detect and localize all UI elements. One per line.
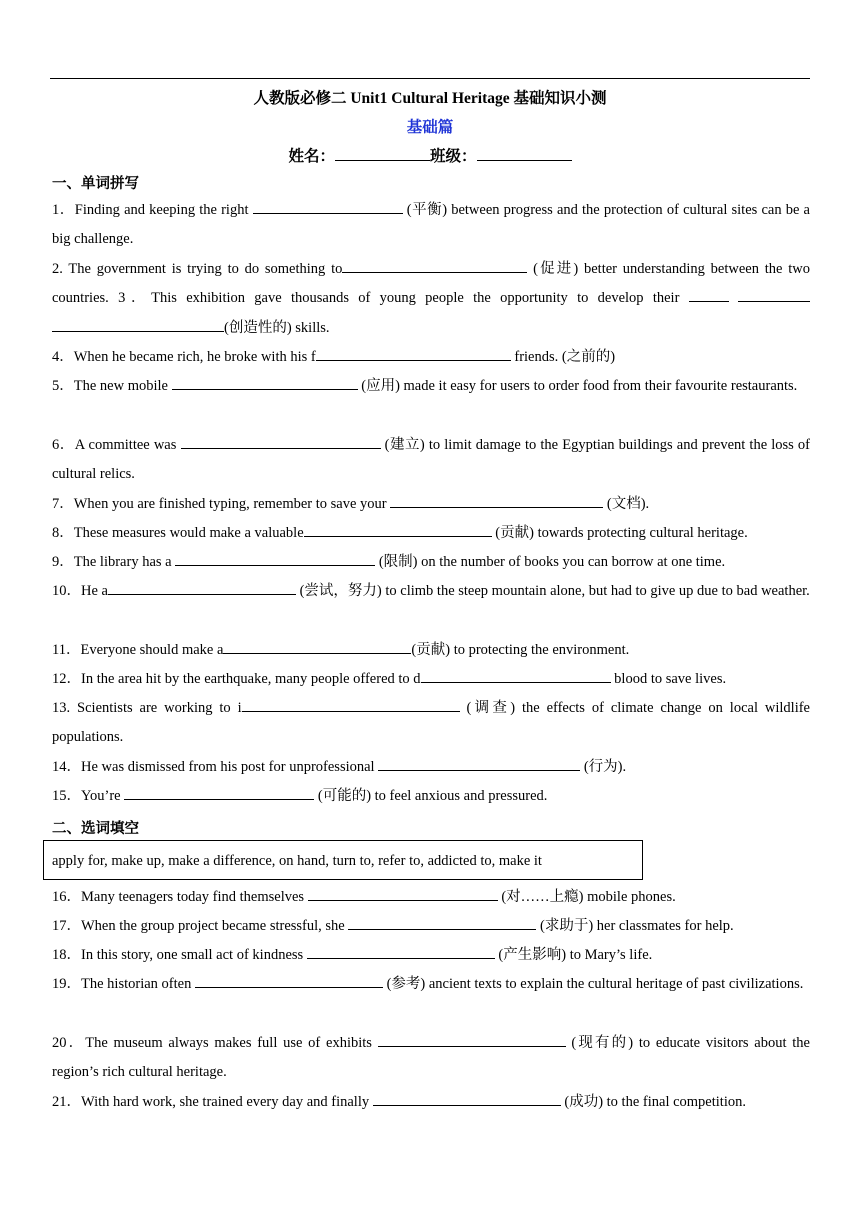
answer-blank-20[interactable] <box>378 1032 566 1047</box>
question-20: 20．The museum always makes full use of exhibits (现有的) to educate visitors about the region’s rich cultural heritage. <box>52 1029 810 1088</box>
question-5: 5．The new mobile (应用) made it easy for users to order food from their favourite restaurants. <box>52 372 810 401</box>
word-bank-box: apply for, make up, make a difference, on hand, turn to, refer to, addicted to, make it <box>43 840 643 880</box>
answer-blank-7[interactable] <box>390 493 603 508</box>
question-16: 16．Many teenagers today find themselves (对……上瘾) mobile phones. <box>52 883 810 912</box>
question-18: 18．In this story, one small act of kindness (产生影响) to Mary’s life. <box>52 941 810 970</box>
question-19: 19．The historian often (参考) ancient texts to explain the cultural heritage of past civilizations. <box>52 970 810 999</box>
answer-blank-9[interactable] <box>175 551 375 566</box>
answer-blank-10[interactable] <box>108 580 296 595</box>
section-heading-spelling: 一、单词拼写 <box>52 176 139 192</box>
answer-blank-14[interactable] <box>378 756 580 771</box>
name-label: 姓名： <box>288 148 335 165</box>
answer-blank-21[interactable] <box>373 1091 561 1106</box>
answer-blank-3a[interactable] <box>689 287 729 302</box>
header-rule <box>50 78 810 79</box>
question-7: 7．When you are finished typing, remember to save your (文档). <box>52 490 810 519</box>
answer-blank-12[interactable] <box>421 668 611 683</box>
question-8: 8．These measures would make a valuable (贡献) towards protecting cultural heritage. <box>52 519 810 548</box>
answer-blank-6[interactable] <box>181 434 381 449</box>
question-12: 12．In the area hit by the earthquake, many people offered to d blood to save lives. <box>52 665 810 694</box>
answer-blank-8[interactable] <box>304 522 492 537</box>
answer-blank-11[interactable] <box>223 639 411 654</box>
question-11: 11．Everyone should make a (贡献) to protecting the environment. <box>52 636 810 665</box>
question-4: 4．When he became rich, he broke with his f friends. (之前的) <box>52 343 810 372</box>
question-10: 10．He a (尝试，努力) to climb the steep mountain alone, but had to give up due to bad weather. <box>52 577 810 606</box>
question-15: 15．You’re (可能的) to feel anxious and pressured. <box>52 782 810 811</box>
answer-blank-15[interactable] <box>124 785 314 800</box>
question-1: 1．Finding and keeping the right (平衡) between progress and the protection of cultural sites can be a big challenge. <box>52 196 810 255</box>
class-label: 班级： <box>430 148 477 165</box>
student-info-line <box>0 144 860 166</box>
question-14: 14．He was dismissed from his post for unprofessional (行为). <box>52 753 810 782</box>
answer-blank-1[interactable] <box>253 199 403 214</box>
question-2-3: 2. The government is trying to do something to (促进) better understanding between the two countries. 3．This exhibition gave thousands of young people the opportunity to develop their (创造性的) skills. <box>52 255 810 343</box>
question-6: 6．A committee was (建立) to limit damage to the Egyptian buildings and prevent the loss of cultural relics. <box>52 431 810 490</box>
question-21: 21．With hard work, she trained every day and finally (成功) to the final competition. <box>52 1088 810 1117</box>
page-subtitle: 基础篇 <box>406 119 454 136</box>
answer-blank-3c[interactable] <box>52 317 224 332</box>
question-17: 17．When the group project became stressful, she (求助于) her classmates for help. <box>52 912 810 941</box>
answer-blank-4[interactable] <box>316 346 511 361</box>
answer-blank-19[interactable] <box>195 973 383 988</box>
answer-blank-2[interactable] <box>342 258 527 273</box>
answer-blank-3b[interactable] <box>738 287 810 302</box>
answer-blank-5[interactable] <box>172 375 358 390</box>
answer-blank-16[interactable] <box>308 886 498 901</box>
answer-blank-13[interactable] <box>242 697 460 712</box>
answer-blank-18[interactable] <box>307 944 495 959</box>
question-13: 13. Scientists are working to i (调查) the effects of climate change on local wildlife populations. <box>52 694 810 753</box>
question-9: 9．The library has a (限制) on the number of books you can borrow at one time. <box>52 548 810 577</box>
answer-blank-17[interactable] <box>348 915 536 930</box>
class-blank[interactable] <box>477 146 572 161</box>
name-blank[interactable] <box>335 146 430 161</box>
page-title: 人教版必修二 Unit1 Cultural Heritage 基础知识小测 <box>253 90 607 107</box>
section-heading-word-choice: 二、选词填空 <box>52 821 139 837</box>
